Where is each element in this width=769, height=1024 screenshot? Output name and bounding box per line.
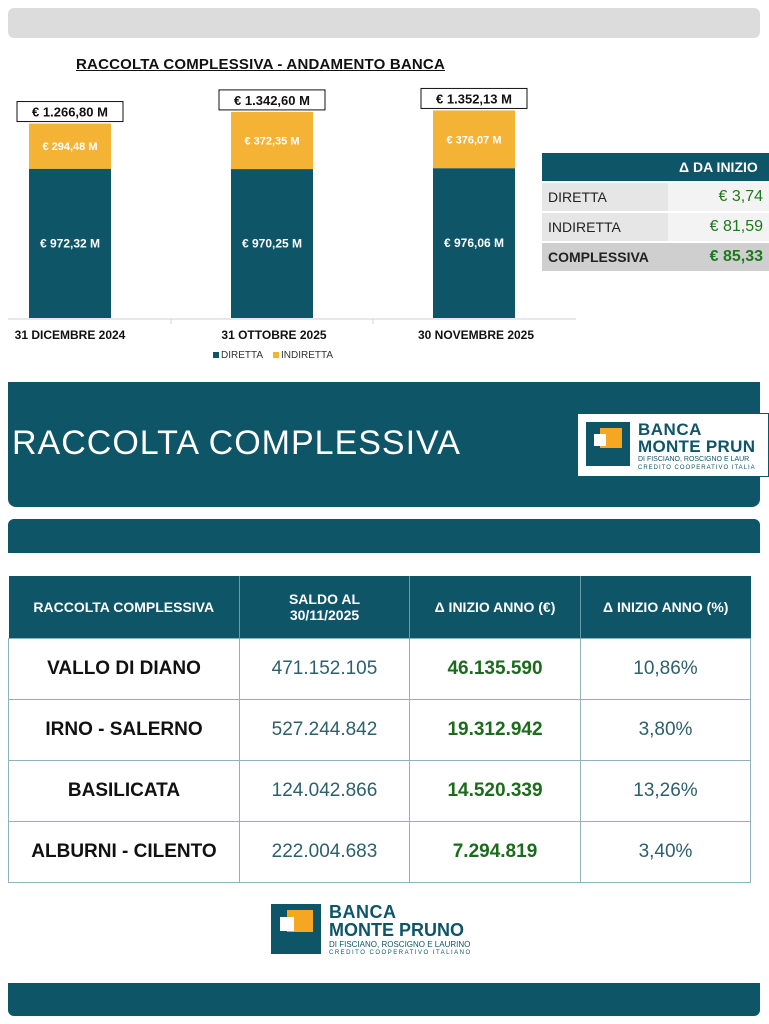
logo-line-1: BANCA [329, 902, 397, 922]
delta-row [542, 212, 769, 242]
saldo-value: 527.244.842 [240, 700, 410, 761]
table-row [9, 639, 751, 700]
total-label: € 1.266,80 M [32, 104, 108, 120]
data-label-indiretta: € 294,48 M [42, 141, 98, 154]
delta-value: € 85,33 [668, 242, 769, 271]
logo-line-3: DI FISCIANO, ROSCIGNO E LAUR [638, 456, 750, 463]
column-header: RACCOLTA COMPLESSIVA [9, 576, 240, 639]
delta-value: € 81,59 [668, 212, 769, 242]
delta-row [542, 182, 769, 212]
delta-label: COMPLESSIVA [542, 242, 668, 271]
stacked-bar-chart [0, 80, 580, 375]
mid-bar [8, 519, 760, 553]
logo-line-1: BANCA [638, 420, 702, 439]
table-row [9, 822, 751, 883]
bank-logo-mark-icon [271, 904, 321, 954]
column-header [240, 576, 410, 639]
legend-label: INDIRETTA [281, 350, 334, 361]
delta-table-header-blank [542, 153, 668, 182]
banner-title: RACCOLTA COMPLESSIVA [12, 424, 461, 462]
raccolta-table [8, 576, 751, 883]
top-bar [8, 8, 760, 38]
x-tick-label: 31 OTTOBRE 2025 [221, 328, 327, 342]
delta-abs-value: 19.312.942 [410, 700, 581, 761]
total-label: € 1.342,60 M [234, 92, 310, 108]
area-name: VALLO DI DIANO [9, 639, 240, 700]
bank-logo-bottom [271, 900, 491, 960]
column-header: Δ INIZIO ANNO (%) [581, 576, 751, 639]
logo-line-3: DI FISCIANO, ROSCIGNO E LAURINO [329, 940, 471, 949]
delta-table [542, 153, 769, 271]
delta-value: € 3,74 [668, 182, 769, 212]
table-row [9, 700, 751, 761]
delta-pct-value: 3,80% [581, 700, 751, 761]
saldo-value: 222.004.683 [240, 822, 410, 883]
table-header-row [9, 576, 751, 639]
legend-swatch [273, 352, 279, 358]
column-header: Δ INIZIO ANNO (€) [410, 576, 581, 639]
logo-line-4: CREDITO COOPERATIVO ITALIA [638, 465, 756, 471]
table-row [9, 761, 751, 822]
bottom-bar [8, 983, 760, 1016]
area-name: BASILICATA [9, 761, 240, 822]
delta-pct-value: 10,86% [581, 639, 751, 700]
delta-abs-value: 46.135.590 [410, 639, 581, 700]
legend-swatch [213, 352, 219, 358]
area-name: IRNO - SALERNO [9, 700, 240, 761]
data-label-diretta: € 976,06 M [443, 236, 505, 251]
total-label: € 1.352,13 M [436, 91, 512, 107]
data-label-diretta: € 972,32 M [39, 236, 101, 251]
delta-abs-value: 7.294.819 [410, 822, 581, 883]
x-tick-label: 30 NOVEMBRE 2025 [417, 328, 535, 342]
saldo-value: 124.042.866 [240, 761, 410, 822]
data-label-indiretta: € 376,07 M [446, 134, 502, 147]
legend-label: DIRETTA [221, 350, 264, 361]
logo-line-2: MONTE PRUNO [329, 920, 464, 940]
x-tick-label: 31 DICEMBRE 2024 [14, 328, 126, 342]
delta-row-total [542, 242, 769, 271]
delta-label: INDIRETTA [542, 212, 668, 242]
area-name: ALBURNI - CILENTO [9, 822, 240, 883]
logo-line-4: CREDITO COOPERATIVO ITALIANO [329, 950, 472, 956]
logo-line-2: MONTE PRUN [638, 437, 756, 456]
column-header-line: SALDO AL [288, 591, 361, 607]
delta-pct-value: 13,26% [581, 761, 751, 822]
data-label-diretta: € 970,25 M [241, 236, 303, 251]
data-label-indiretta: € 372,35 M [244, 135, 300, 148]
column-header-line: 30/11/2025 [289, 607, 360, 623]
bank-logo-top [577, 413, 769, 477]
delta-table-header: Δ DA INIZIO [668, 153, 769, 182]
saldo-value: 471.152.105 [240, 639, 410, 700]
chart-title: RACCOLTA COMPLESSIVA - ANDAMENTO BANCA [76, 56, 445, 73]
delta-pct-value: 3,40% [581, 822, 751, 883]
bank-logo-mark-icon [586, 422, 630, 466]
column-header-text [289, 591, 360, 623]
delta-abs-value: 14.520.339 [410, 761, 581, 822]
delta-label: DIRETTA [542, 182, 668, 212]
